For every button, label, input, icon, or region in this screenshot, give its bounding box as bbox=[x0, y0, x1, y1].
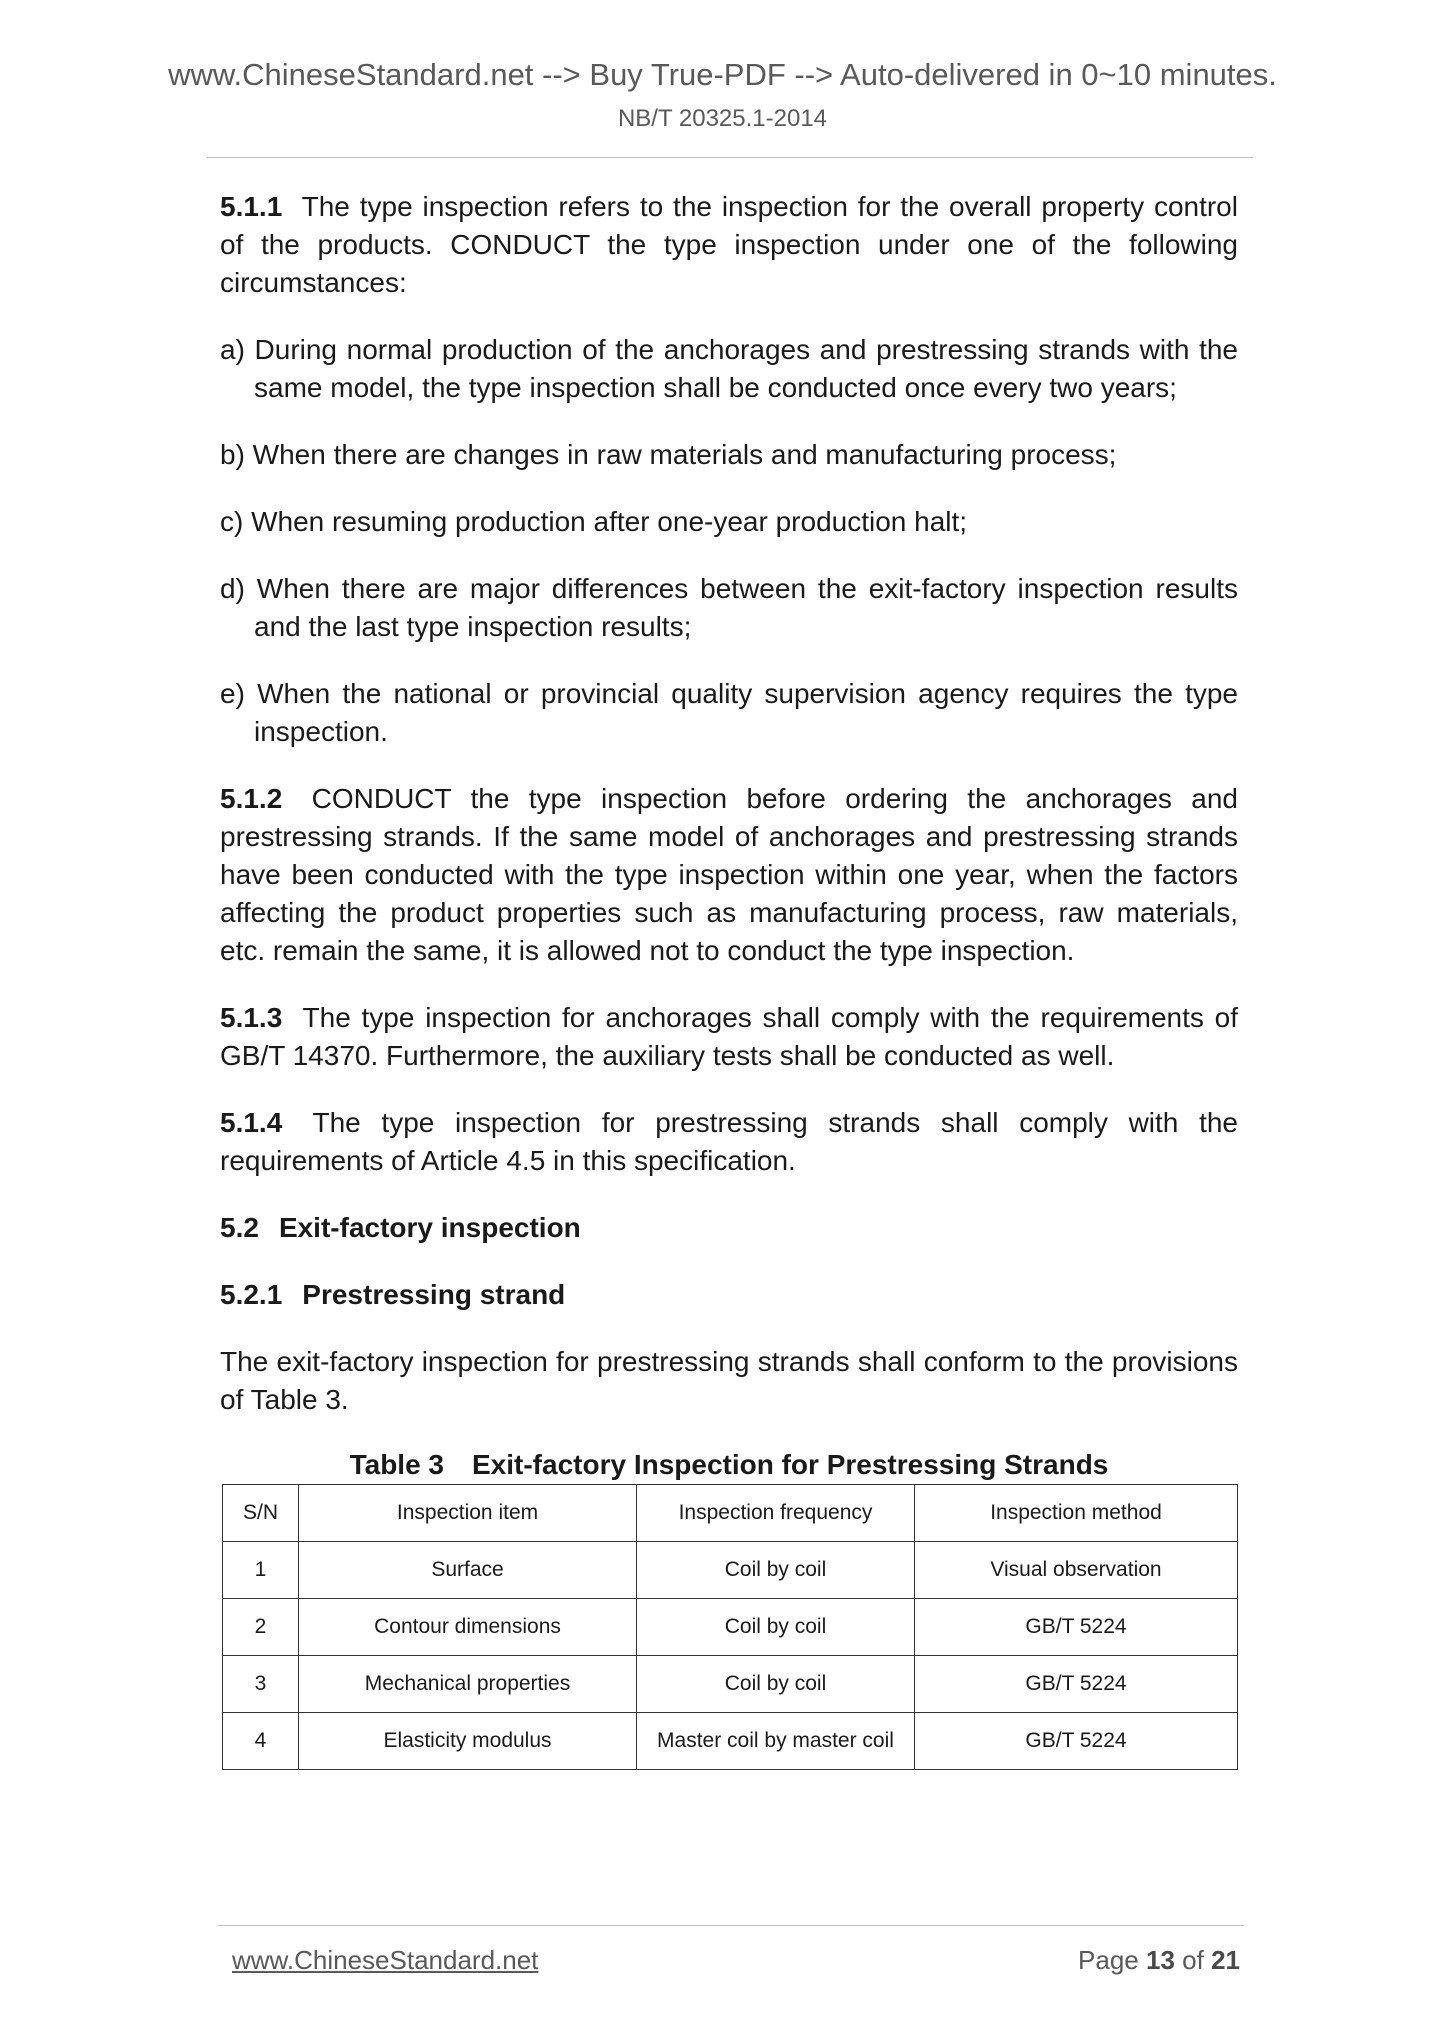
intro-paragraph: The exit-factory inspection for prestressing strands shall conform to the provisions of Table 3. bbox=[220, 1346, 1238, 1415]
standard-number: NB/T 20325.1-2014 bbox=[617, 105, 828, 132]
page-current: 13 bbox=[1146, 1945, 1175, 1975]
inspection-table bbox=[222, 1484, 1238, 1770]
page-prefix: Page bbox=[1078, 1945, 1139, 1975]
clause-text: The type inspection for prestressing strands shall comply with the requirements of Article 4.5 in this specification. bbox=[220, 1107, 1239, 1176]
heading-number: 5.2.1 bbox=[220, 1279, 283, 1310]
header-promo-text: www.ChineseStandard.net --> Buy True-PDF --> Auto-delivered in 0~10 minutes. bbox=[168, 57, 1277, 92]
table-cell: Contour dimensions bbox=[299, 1599, 637, 1656]
clause-number: 5.1.3 bbox=[220, 1002, 283, 1033]
table-cell: GB/T 5224 bbox=[915, 1656, 1238, 1713]
clause-text: CONDUCT the type inspection before ordering the anchorages and prestressing strands. If the same model of anchorages and prestressing strands have been conducted with the type inspection within one year, when the factors affecting the product properties such as manufacturing process, raw materials, etc. remain the same, it is allowed not to conduct the type inspection. bbox=[220, 783, 1238, 966]
page-indicator bbox=[1078, 1942, 1240, 1978]
table-cell: Coil by coil bbox=[637, 1542, 915, 1599]
list-item: a) During normal production of the anchorages and prestressing strands with the same model, the type inspection shall be conducted once every two years; bbox=[220, 334, 1238, 403]
section-heading-5-2-1 bbox=[220, 1276, 1238, 1314]
header-divider bbox=[207, 157, 1253, 158]
table-cell: Mechanical properties bbox=[299, 1656, 637, 1713]
column-header: S/N bbox=[223, 1485, 299, 1542]
column-header: Inspection item bbox=[299, 1485, 637, 1542]
list-item: b) When there are changes in raw materials and manufacturing process; bbox=[220, 439, 1117, 470]
table-header-row bbox=[223, 1485, 1238, 1542]
table-cell: Elasticity modulus bbox=[299, 1713, 637, 1770]
clause-number: 5.1.2 bbox=[220, 783, 283, 814]
clause-5-1-3 bbox=[220, 999, 1238, 1075]
table-cell: Coil by coil bbox=[637, 1599, 915, 1656]
section-heading-5-2 bbox=[220, 1209, 1238, 1247]
clause-text: The type inspection for anchorages shall comply with the requirements of GB/T 14370. Furthermore, the auxiliary tests shall be conducted as well. bbox=[220, 1002, 1238, 1071]
table-cell: GB/T 5224 bbox=[915, 1599, 1238, 1656]
table-cell: 3 bbox=[223, 1656, 299, 1713]
heading-title: Prestressing strand bbox=[302, 1279, 566, 1310]
list-item: d) When there are major differences between the exit-factory inspection results and the last type inspection results; bbox=[220, 573, 1238, 642]
table-cell: 2 bbox=[223, 1599, 299, 1656]
clause-number: 5.1.1 bbox=[220, 191, 283, 222]
heading-number: 5.2 bbox=[220, 1212, 259, 1243]
list-item: e) When the national or provincial quality supervision agency requires the type inspection. bbox=[220, 678, 1238, 747]
page-header bbox=[0, 56, 1445, 134]
table-row bbox=[223, 1599, 1238, 1656]
column-header: Inspection frequency bbox=[637, 1485, 915, 1542]
table-cell: Surface bbox=[299, 1542, 637, 1599]
clause-text: The type inspection refers to the inspection for the overall property control of the products. CONDUCT the type inspection under one of the following circumstances: bbox=[220, 191, 1238, 298]
table-cell: GB/T 5224 bbox=[915, 1713, 1238, 1770]
table-row bbox=[223, 1542, 1238, 1599]
footer-divider bbox=[218, 1925, 1244, 1926]
document-body bbox=[220, 188, 1238, 1770]
page-total: 21 bbox=[1211, 1945, 1240, 1975]
table-cell: Visual observation bbox=[915, 1542, 1238, 1599]
page-of: of bbox=[1182, 1945, 1204, 1975]
list-item: c) When resuming production after one-year production halt; bbox=[220, 506, 968, 537]
clause-5-1-2 bbox=[220, 780, 1238, 970]
heading-title: Exit-factory inspection bbox=[278, 1212, 581, 1243]
clause-5-1-1 bbox=[220, 188, 1238, 302]
table-caption: Table 3 Exit-factory Inspection for Prestressing Strands bbox=[349, 1449, 1109, 1480]
table-row bbox=[223, 1713, 1238, 1770]
clause-5-1-4 bbox=[220, 1104, 1238, 1180]
table-cell: 4 bbox=[223, 1713, 299, 1770]
table-cell: Master coil by master coil bbox=[637, 1713, 915, 1770]
column-header: Inspection method bbox=[915, 1485, 1238, 1542]
table-cell: Coil by coil bbox=[637, 1656, 915, 1713]
table-row bbox=[223, 1656, 1238, 1713]
clause-number: 5.1.4 bbox=[220, 1107, 283, 1138]
table-cell: 1 bbox=[223, 1542, 299, 1599]
footer-website-link[interactable]: www.ChineseStandard.net bbox=[232, 1945, 539, 1975]
